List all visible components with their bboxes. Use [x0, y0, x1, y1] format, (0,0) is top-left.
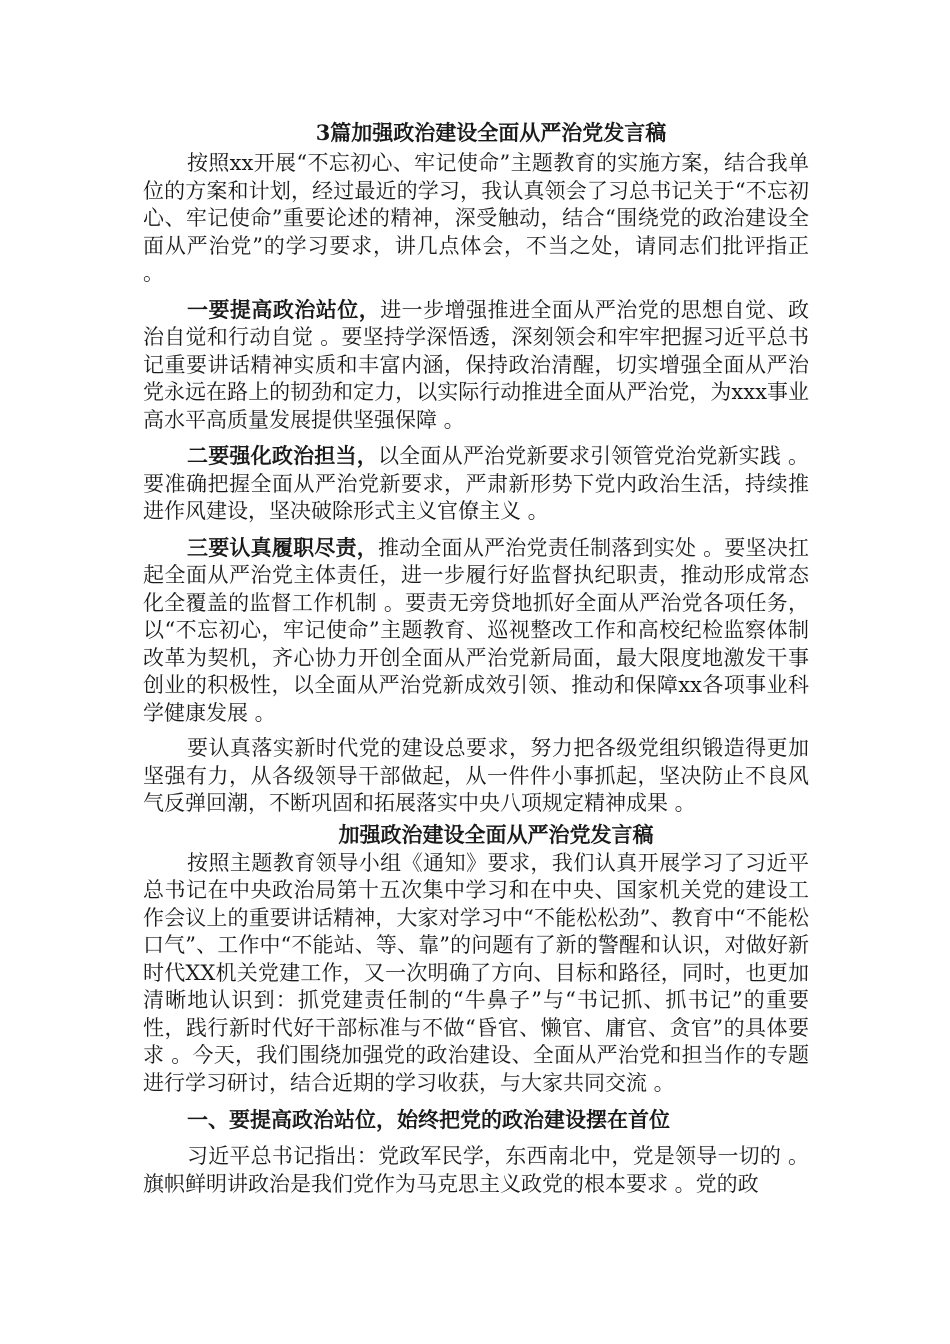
point-three-paragraph [143, 534, 809, 728]
point-three-lead: 三要认真履职尽责， [187, 534, 378, 560]
point-one-lead: 一要提高政治站位， [187, 296, 381, 322]
section-one-paragraph: 习近平总书记指出：党政军民学，东西南北中，党是领导一切的 。旗帜鲜明讲政治是我们党作为马克思主义政党的根本要求 。党的政 [143, 1144, 809, 1196]
point-three-body: 推动全面从严治党责任制落到实处 。要坚决扛起全面从严治党主体责任，进一步履行好监督执纪职责，推动形成常态化全覆盖的监督工作机制 。要责无旁贷地抓好全面从严治党各项任务，以“不忘初心，牢记使命”主题教育、巡视整改工作和高校纪检监察体制改革为契机，齐心协力开创全面从严治党新局面，最大限度地激发干事创业的积极性，以全面从严治党新成效引领、推动和保障xx各项事业科学健康发展 。 [143, 535, 809, 725]
conclusion-paragraph: 要认真落实新时代党的建设总要求，努力把各级党组织锻造得更加坚强有力，从各级领导干部做起，从一件件小事抓起，坚决防止不良风气反弹回潮，不断巩固和拓展落实中央八项规定精神成果 。 [143, 736, 809, 815]
point-one-body: 进一步增强推进全面从严治党的思想自觉、政治自觉和行动自觉 。要坚持学深悟透，深刻领会和牢牢把握习近平总书记重要讲话精神实质和丰富内涵，保持政治清醒，切实增强全面从严治党永远在路上的韧劲和定力，以实际行动推进全面从严治党，为xxx事业高水平高质量发展提供坚强保障 。 [143, 297, 810, 432]
document-page [143, 118, 809, 1206]
document-title: 3篇加强政治建设全面从严治党发言稿 [315, 120, 667, 145]
point-two-paragraph [143, 442, 809, 526]
second-intro-paragraph: 按照主题教育领导小组《通知》要求，我们认真开展学习了习近平总书记在中央政治局第十五次集中学习和在中央、国家机关党的建设工作会议上的重要讲话精神，大家对学习中“不能松松劲”、教育中“不能松口气”、工作中“不能站、等、靠”的问题有了新的警醒和认识，对做好新时代XX机关党建工作，又一次明确了方向、目标和路径，同时，也更加清晰地认识到：抓党建责任制的“牛鼻子”与“书记抓、抓书记”的重要性，践行新时代好干部标准与不做“昏官、懒官、庸官、贪官”的具体要求 。今天，我们围绕加强党的政治建设、全面从严治党和担当作的专题进行学习研讨，结合近期的学习收获，与大家共同交流 。 [143, 850, 809, 1095]
point-two-lead: 二要强化政治担当， [187, 443, 378, 468]
point-one-paragraph [143, 296, 809, 435]
point-two-body: 以全面从严治党新要求引领管党治党新实践 。要准确把握全面从严治党新要求，严肃新形势下党内政治生活，持续推进作风建设，坚决破除形式主义官僚主义 。 [143, 444, 809, 523]
intro-paragraph: 按照xx开展“不忘初心、牢记使命”主题教育的实施方案，结合我单位的方案和计划，经过最近的学习，我认真领会了习总书记关于“不忘初心、牢记使命”重要论述的精神，深受触动，结合“围绕党的政治建设全面从严治党”的学习要求，讲几点体会，不当之处，请同志们批评指正 。 [143, 151, 809, 285]
section-heading-one: 一、要提高政治站位，始终把党的政治建设摆在首位 [187, 1107, 670, 1132]
second-article-title: 加强政治建设全面从严治党发言稿 [338, 821, 654, 847]
